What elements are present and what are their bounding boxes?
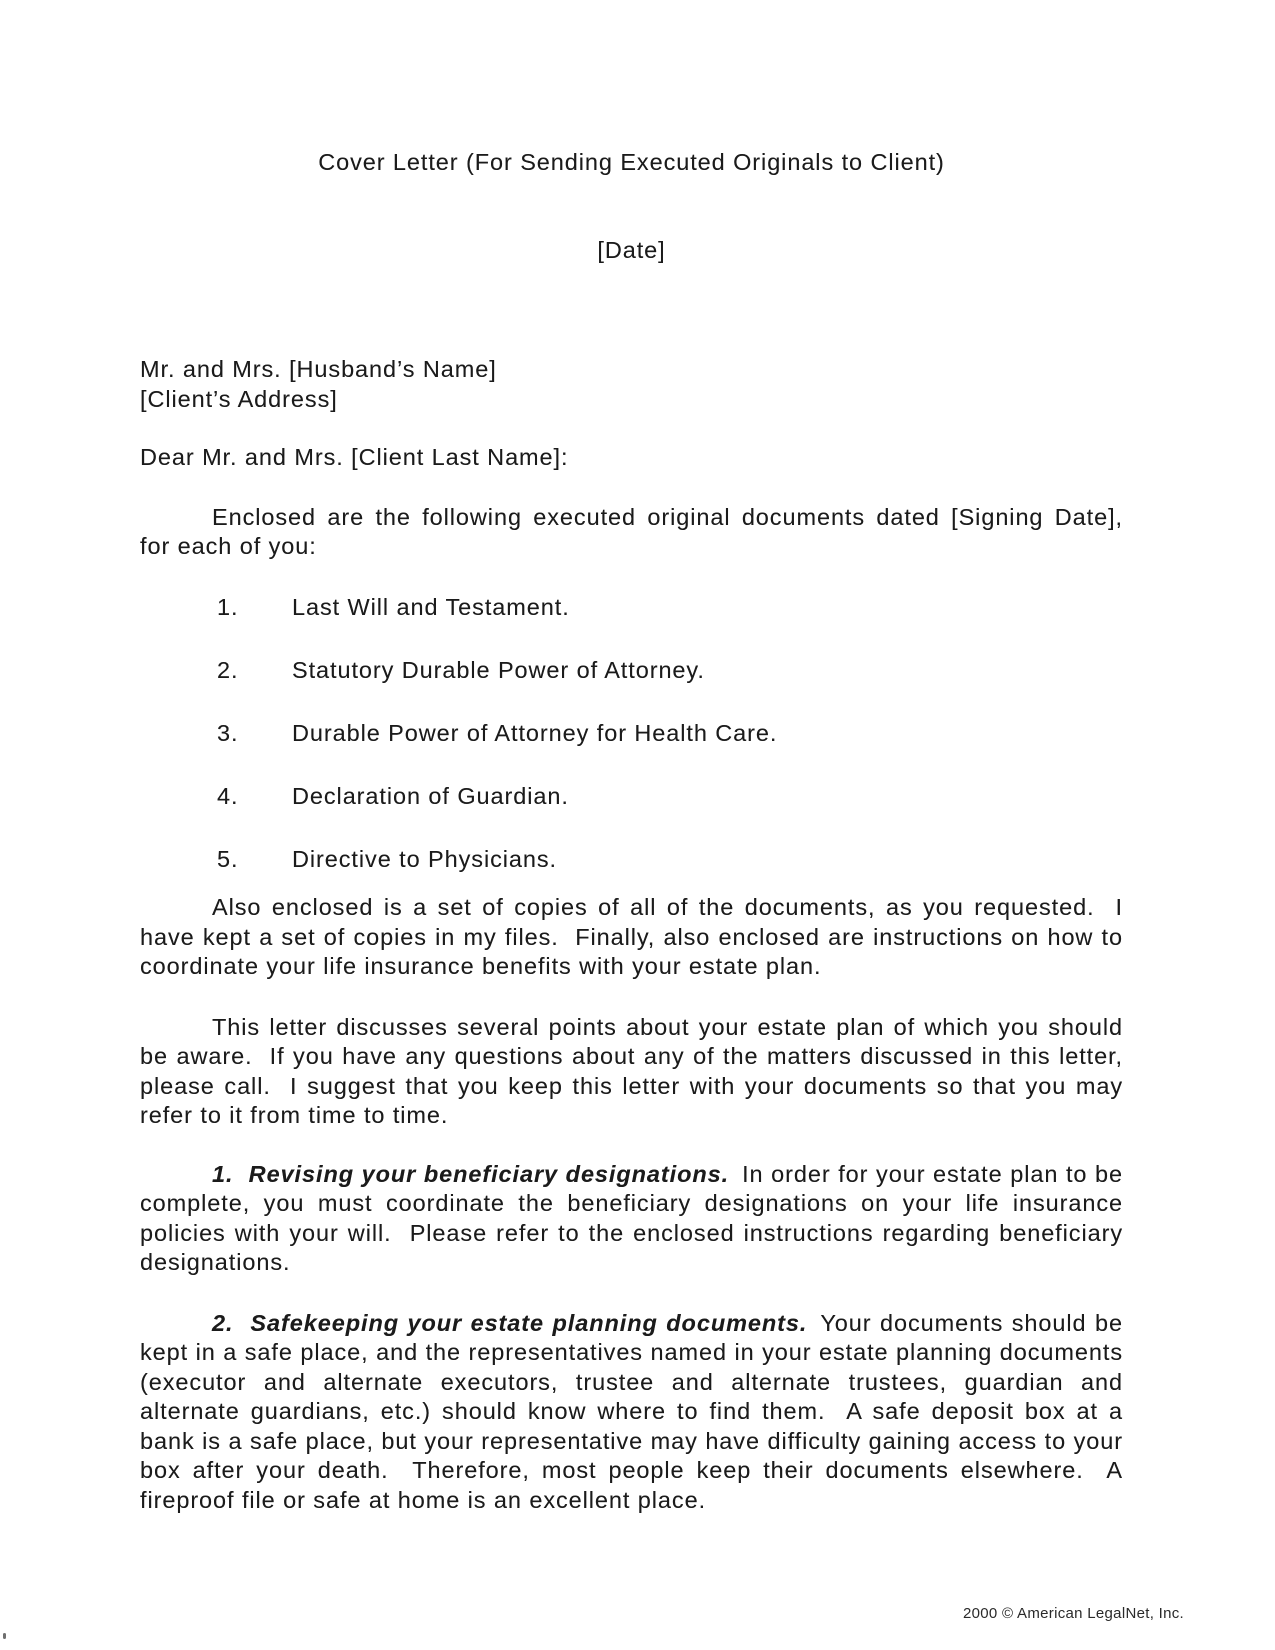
salutation: Dear Mr. and Mrs. [Client Last Name]: <box>140 444 569 470</box>
enclosure-number: 1. <box>217 593 239 620</box>
enclosure-item <box>217 782 1123 812</box>
enclosure-number: 2. <box>217 656 239 683</box>
enclosure-number: 3. <box>217 719 239 746</box>
section-safekeeping-documents <box>140 1309 1123 1516</box>
section-1-body: In order for your estate plan to be complete, you must coordinate the beneficiary designations on your life insurance policies with your will. Please refer to the enclosed instructions regarding beneficiary designations. <box>140 1160 1123 1275</box>
intro-paragraph: Enclosed are the following executed original documents dated [Signing Date], for each of you: <box>140 503 1123 559</box>
paragraph-copies-enclosed: Also enclosed is a set of copies of all of the documents, as you requested. I have kept a set of copies in my files. Finally, also enclosed are instructions on how to coordinate your life insurance benefits with your estate plan. <box>140 894 1123 979</box>
letter-content <box>140 148 1123 1515</box>
enclosure-item <box>217 845 1123 875</box>
scan-artifact <box>3 1633 6 1639</box>
document-title: Cover Letter (For Sending Executed Originals to Client) <box>318 149 945 175</box>
enclosure-item <box>217 656 1123 686</box>
enclosure-text: Declaration of Guardian. <box>292 782 569 809</box>
enclosure-list <box>140 593 1123 875</box>
enclosure-item <box>217 593 1123 623</box>
section-1-heading: 1. Revising your beneficiary designations. <box>212 1160 730 1187</box>
section-beneficiary-designations <box>140 1160 1123 1278</box>
enclosure-item <box>217 719 1123 749</box>
copyright-notice: 2000 © American LegalNet, Inc. <box>963 1605 1185 1622</box>
enclosure-number: 4. <box>217 782 239 809</box>
enclosure-text: Statutory Durable Power of Attorney. <box>292 656 705 683</box>
enclosure-text: Durable Power of Attorney for Health Care. <box>292 719 778 746</box>
paragraph-letter-discusses: This letter discusses several points about your estate plan of which you should be aware. If you have any questions about any of the matters discussed in this letter, please call. I suggest that you keep this letter with your documents so that you may refer to it from time to time. <box>140 1013 1123 1128</box>
enclosure-number: 5. <box>217 845 239 872</box>
recipient-address-block <box>140 355 1123 414</box>
recipient-address-line: [Client’s Address] <box>140 385 338 412</box>
section-2-heading: 2. Safekeeping your estate planning documents. <box>212 1309 808 1336</box>
section-2-body: Your documents should be kept in a safe place, and the representatives named in your estate planning documents (executor and alternate executors, trustee and alternate trustees, guardian and alternate guardians, etc.) should know where to find them. A safe deposit box at a bank is a safe place, but your representative may have difficulty gaining access to your box after your death. Therefore, most people keep their documents elsewhere. A fireproof file or safe at home is an excellent place. <box>140 1309 1123 1513</box>
recipient-name-line: Mr. and Mrs. [Husband’s Name] <box>140 356 497 382</box>
enclosure-text: Directive to Physicians. <box>292 845 557 872</box>
enclosure-text: Last Will and Testament. <box>292 593 570 620</box>
date-placeholder: [Date] <box>597 236 666 263</box>
